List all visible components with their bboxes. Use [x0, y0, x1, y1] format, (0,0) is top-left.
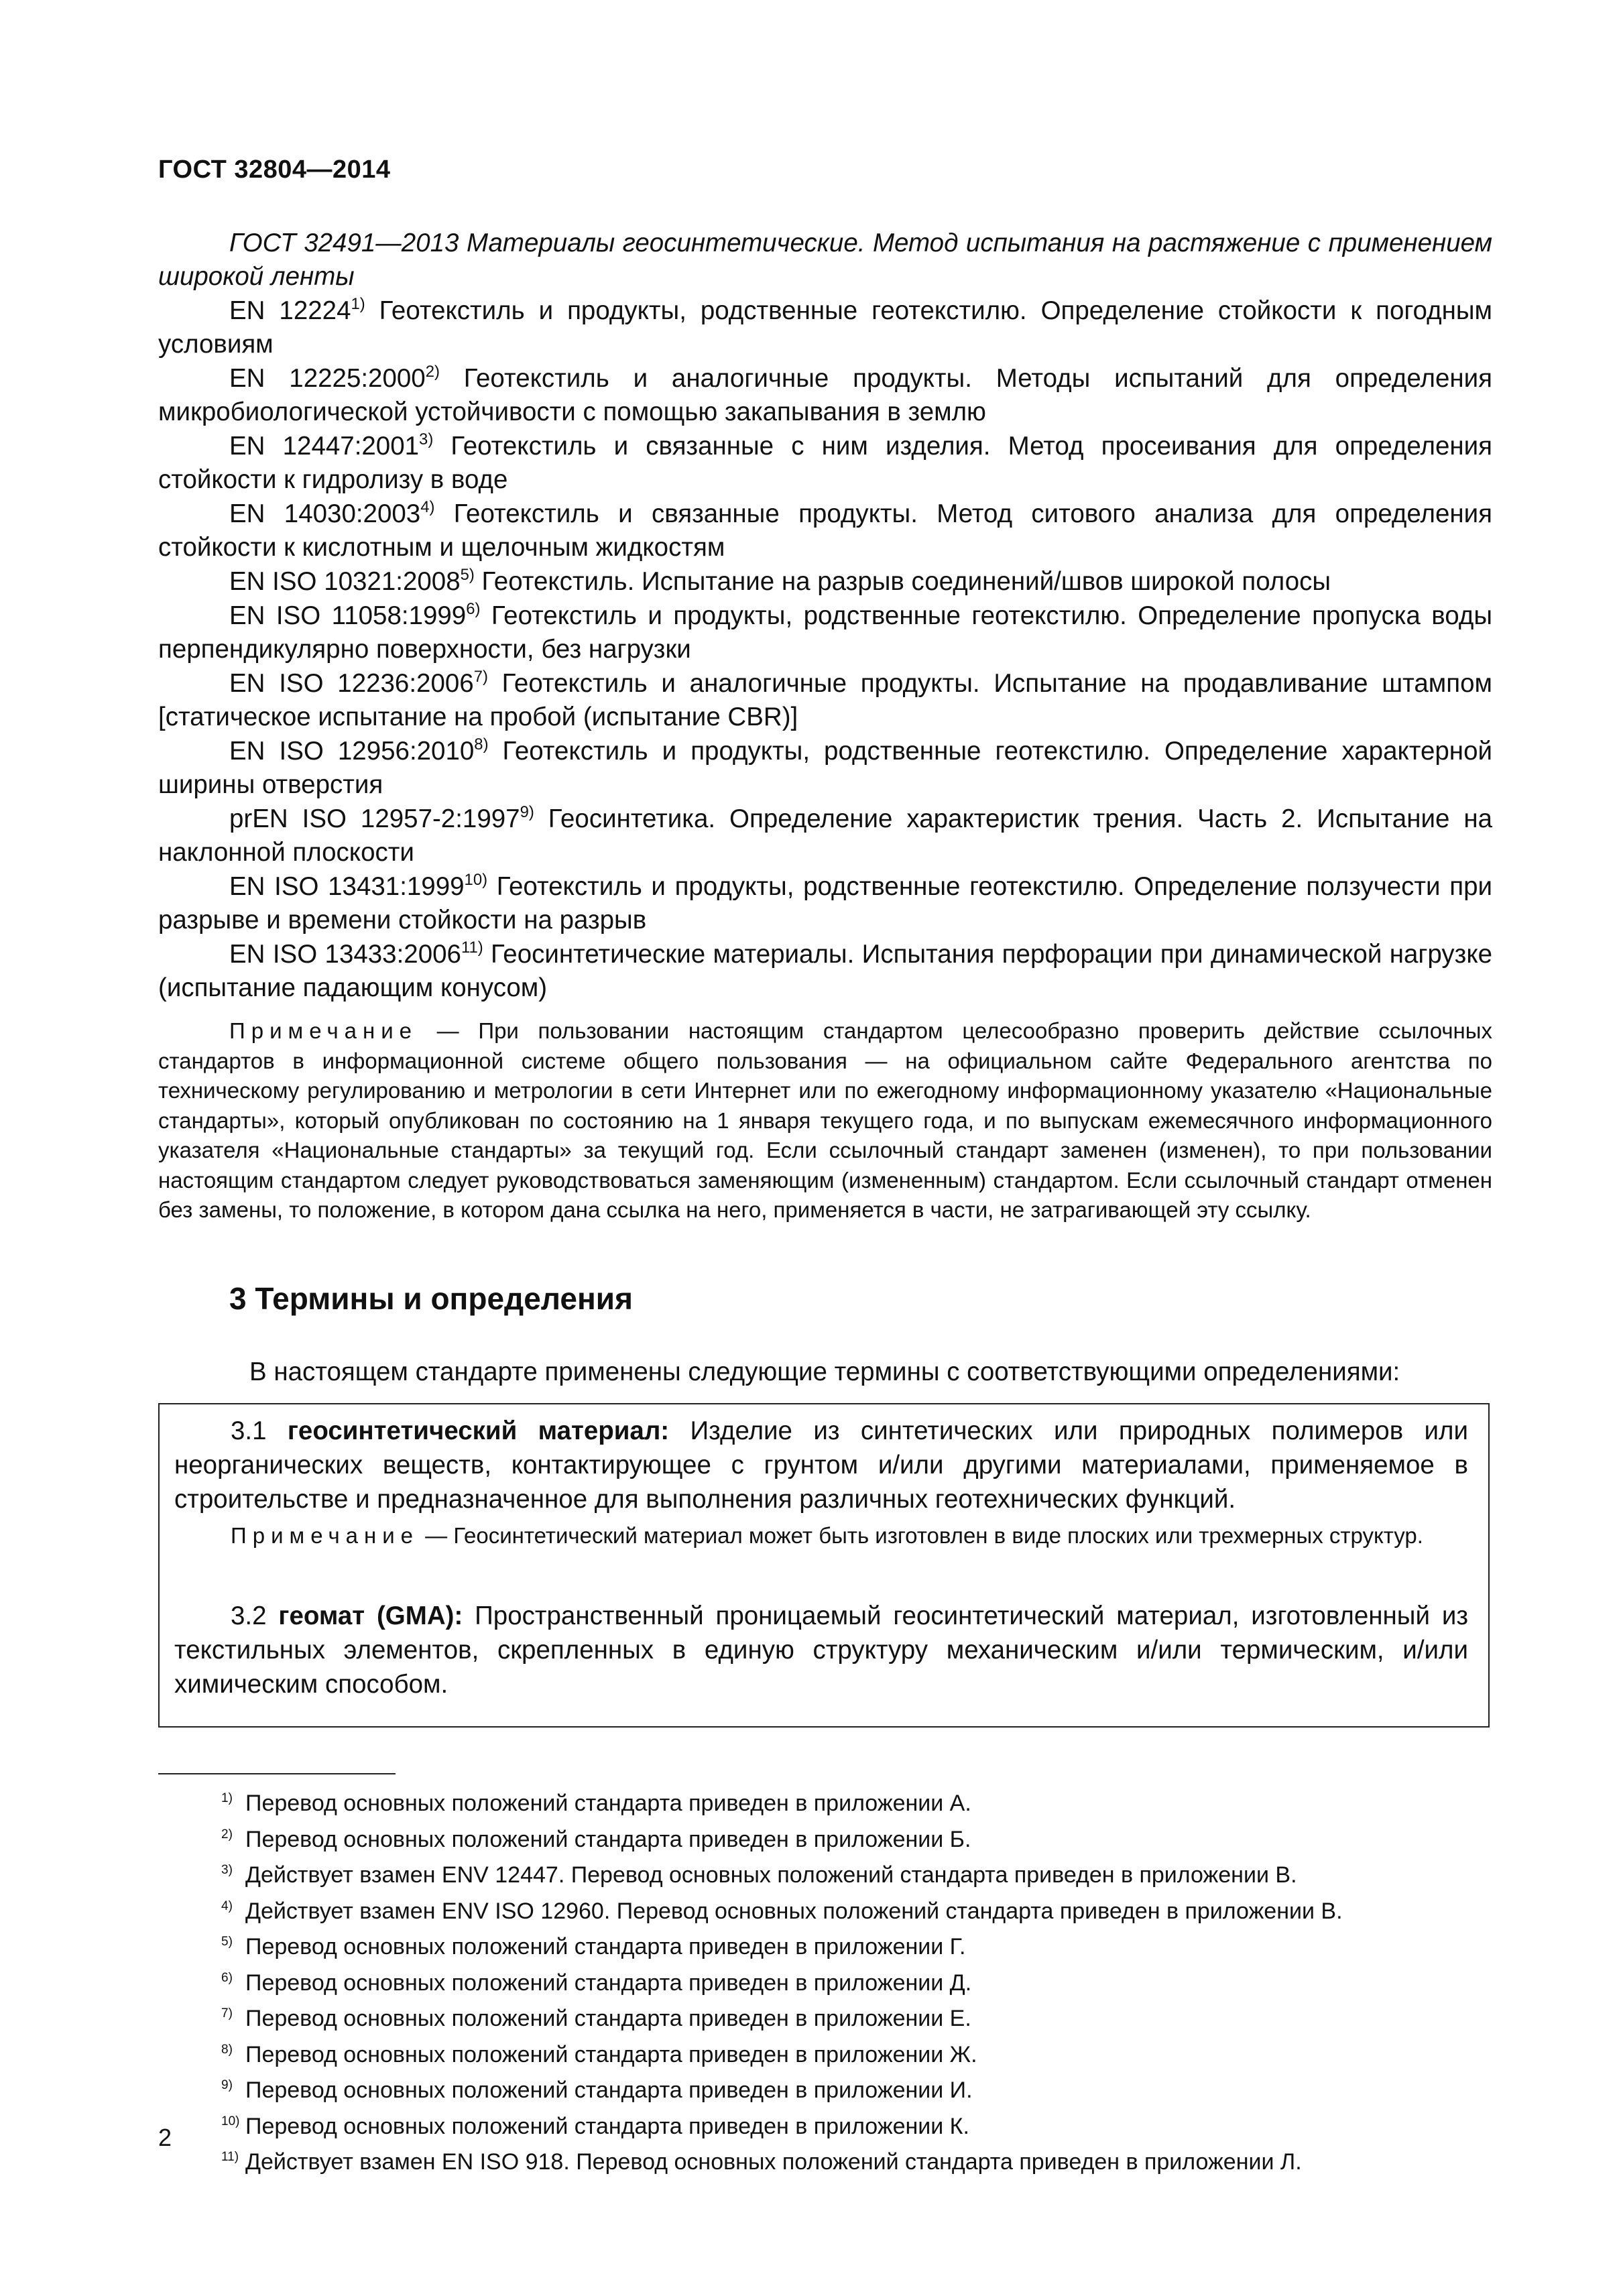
reference-footnote-mark: 4) — [420, 498, 435, 517]
footnote-item — [221, 1963, 1495, 1999]
footnote-item — [221, 1927, 1495, 1963]
reference-footnote-mark: 7) — [473, 668, 488, 686]
reference-code: EN ISO 12236:2006 — [229, 669, 474, 698]
reference-item — [158, 430, 1492, 497]
term-name: геосинтетический материал: — [287, 1416, 670, 1445]
reference-code: EN 12447:2001 — [229, 432, 420, 461]
footnote-item — [221, 1891, 1495, 1927]
reference-code: EN 12224 — [229, 296, 351, 325]
term-note-text: Геосинтетический материал может быть изготовлен в виде плоских или трехмерных структур. — [453, 1523, 1423, 1548]
reference-code: prEN ISO 12957-2:1997 — [229, 804, 520, 833]
normative-references-list — [158, 227, 1492, 1006]
reference-title: Материалы геосинтетические. Метод испытания на растяжение с применением широкой ленты — [158, 229, 1493, 291]
section-intro: В настоящем стандарте применены следующие термины с соответствующими определениями: — [249, 1357, 1400, 1386]
reference-item — [158, 938, 1492, 1005]
footnote-text: Перевод основных положений стандарта приведен в приложении Б. — [245, 1826, 971, 1852]
document-header: ГОСТ 32804—2014 — [158, 156, 391, 184]
reference-item — [158, 227, 1492, 294]
reference-footnote-mark: 10) — [464, 871, 488, 890]
reference-item — [158, 294, 1492, 361]
note-dash: — — [418, 1018, 479, 1043]
reference-footnote-mark: 8) — [474, 735, 489, 754]
reference-code: EN ISO 10321:2008 — [229, 567, 461, 596]
footnote-mark: 9) — [221, 2078, 233, 2092]
term-text: Пространственный проницаемый геосинтетический материал, изготовленный из текстильных элементов, скрепленных в единую структуру механическим и/или термическим, и/или химическим способом. — [174, 1602, 1469, 1699]
footnote-text: Перевод основных положений стандарта приведен в приложении Е. — [245, 2006, 971, 2031]
footnote-text: Перевод основных положений стандарта приведен в приложении Д. — [245, 1970, 972, 1996]
reference-footnote-mark: 9) — [520, 803, 534, 822]
reference-title: Геосинтетические материалы. Испытания перфорации при динамической нагрузке (испытание падающим конусом) — [158, 940, 1493, 1002]
reference-code: EN 14030:2003 — [229, 499, 421, 528]
reference-footnote-mark: 5) — [460, 566, 475, 585]
reference-item — [158, 667, 1492, 734]
footnote-mark: 1) — [221, 1791, 233, 1805]
footnote-item — [221, 1783, 1495, 1819]
reference-item — [158, 362, 1492, 429]
footnote-text: Перевод основных положений стандарта приведен в приложении К. — [245, 2113, 969, 2139]
reference-title: Геотекстиль. Испытание на разрыв соединений/швов широкой полосы — [474, 567, 1331, 596]
page-number: 2 — [158, 2124, 172, 2151]
references-note — [158, 1016, 1492, 1225]
reference-item — [158, 735, 1492, 802]
footnote-separator — [158, 1773, 396, 1774]
footnote-text: Перевод основных положений стандарта приведен в приложении Г. — [245, 1934, 966, 1959]
term-text: Изделие из синтетических или природных полимеров или неорганических веществ, контактирующее с грунтом и/или другими материалами, применяемое в строительстве и предназначенное для выполнения различных геотехнических функций. — [174, 1416, 1468, 1514]
footnotes-list — [221, 1783, 1495, 2178]
reference-title: Геотекстиль и связанные с ним изделия. Метод просеивания для определения стойкости к гидролизу в воде — [158, 432, 1492, 494]
reference-footnote-mark: 2) — [425, 363, 440, 381]
term-number: 3.1 — [231, 1416, 288, 1445]
reference-code: EN ISO 13431:1999 — [229, 872, 465, 901]
reference-code: EN 12225:2000 — [229, 364, 426, 393]
term-note — [174, 1521, 1468, 1551]
note-text: При пользовании настоящим стандартом целесообразно проверить действие ссылочных стандартов в информационной системе общего пользования — на официальном сайте Федерального агентства по техническому регулированию и метрологии в сети Интернет или по ежегодному информационному указателю «Национальные стандарты», который опубликован по состоянию на 1 января текущего года, и по выпускам ежемесячного информационного указателя «Национальные стандарты» за текущий год. Если ссылочный стандарт заменен (изменен), то при пользовании настоящим стандартом следует руководствоваться заменяющим (измененным) стандартом. Если ссылочный стандарт отменен без замены, то положение, в котором дана ссылка на него, применяется в части, не затрагивающей эту ссылку. — [158, 1018, 1492, 1222]
footnote-text: Перевод основных положений стандарта приведен в приложении И. — [245, 2077, 973, 2103]
footnote-mark: 4) — [221, 1898, 233, 1913]
footnote-item — [221, 2035, 1495, 2071]
term-note-label: Примечание — [231, 1523, 420, 1548]
footnote-item — [221, 2070, 1495, 2106]
footnote-mark: 10) — [221, 2114, 240, 2128]
reference-footnote-mark: 3) — [419, 430, 434, 449]
section-title: 3 Термины и определения — [229, 1281, 633, 1316]
note-label: Примечание — [229, 1018, 418, 1043]
reference-title: Геотекстиль и аналогичные продукты. Испытание на продавливание штампом [статическое испытание на пробой (испытание CBR)] — [158, 669, 1492, 731]
reference-title: Геотекстиль и продукты, родственные геотекстилю. Определение стойкости к погодным условиям — [158, 296, 1492, 359]
footnote-text: Действует взамен ENV 12447. Перевод основных положений стандарта приведен в приложении В. — [245, 1862, 1297, 1888]
footnote-text: Перевод основных положений стандарта приведен в приложении Ж. — [245, 2041, 977, 2067]
footnote-item — [221, 2142, 1495, 2178]
term-name: геомат (GMA): — [278, 1602, 463, 1630]
footnote-item — [221, 2106, 1495, 2142]
reference-item — [158, 497, 1492, 564]
reference-item — [158, 599, 1492, 666]
reference-footnote-mark: 11) — [461, 939, 483, 957]
reference-code: EN ISO 11058:1999 — [229, 601, 467, 630]
footnote-item — [221, 1998, 1495, 2035]
footnote-text: Действует взамен EN ISO 918. Перевод основных положений стандарта приведен в приложении Л. — [245, 2149, 1302, 2175]
footnote-mark: 8) — [221, 2042, 233, 2057]
reference-title: Геотекстиль и продукты, родственные геотекстилю. Определение ползучести при разрыве и времени стойкости на разрыв — [158, 872, 1492, 934]
reference-code: EN ISO 12956:2010 — [229, 737, 475, 766]
term-note-dash: — — [419, 1523, 454, 1548]
footnote-item — [221, 1855, 1495, 1891]
footnote-mark: 7) — [221, 2006, 233, 2020]
reference-item — [158, 870, 1492, 937]
footnote-mark: 11) — [221, 2150, 239, 2164]
reference-title: Геотекстиль и аналогичные продукты. Методы испытаний для определения микробиологической устойчивости с помощью закапывания в землю — [158, 364, 1492, 426]
footnote-mark: 3) — [221, 1863, 233, 1877]
footnote-mark: 5) — [221, 1935, 233, 1949]
term-definition — [174, 1599, 1468, 1701]
term-number: 3.2 — [231, 1602, 279, 1630]
reference-item — [158, 802, 1492, 869]
reference-title: Геотекстиль и продукты, родственные геотекстилю. Определение характерной ширины отверстия — [158, 737, 1492, 799]
reference-footnote-mark: 1) — [351, 295, 365, 314]
reference-footnote-mark: 6) — [466, 600, 481, 619]
footnote-text: Действует взамен ENV ISO 12960. Перевод основных положений стандарта приведен в приложении В. — [245, 1898, 1343, 1924]
reference-title: Геотекстиль и связанные продукты. Метод ситового анализа для определения стойкости к кислотным и щелочным жидкостям — [158, 499, 1492, 562]
footnote-mark: 2) — [221, 1827, 233, 1841]
footnote-item — [221, 1819, 1495, 1856]
footnote-mark: 6) — [221, 1970, 233, 1985]
reference-title: Геосинтетика. Определение характеристик трения. Часть 2. Испытание на наклонной плоскости — [158, 804, 1492, 867]
reference-code: EN ISO 13433:2006 — [229, 940, 461, 969]
reference-code: ГОСТ 32491—2013 — [229, 229, 459, 257]
reference-item — [158, 565, 1492, 599]
reference-title: Геотекстиль и продукты, родственные геотекстилю. Определение пропуска воды перпендикулярно поверхности, без нагрузки — [158, 601, 1493, 664]
term-definition — [174, 1414, 1468, 1516]
footnote-text: Перевод основных положений стандарта приведен в приложении А. — [245, 1791, 971, 1816]
terms-definitions-box — [158, 1403, 1490, 1728]
